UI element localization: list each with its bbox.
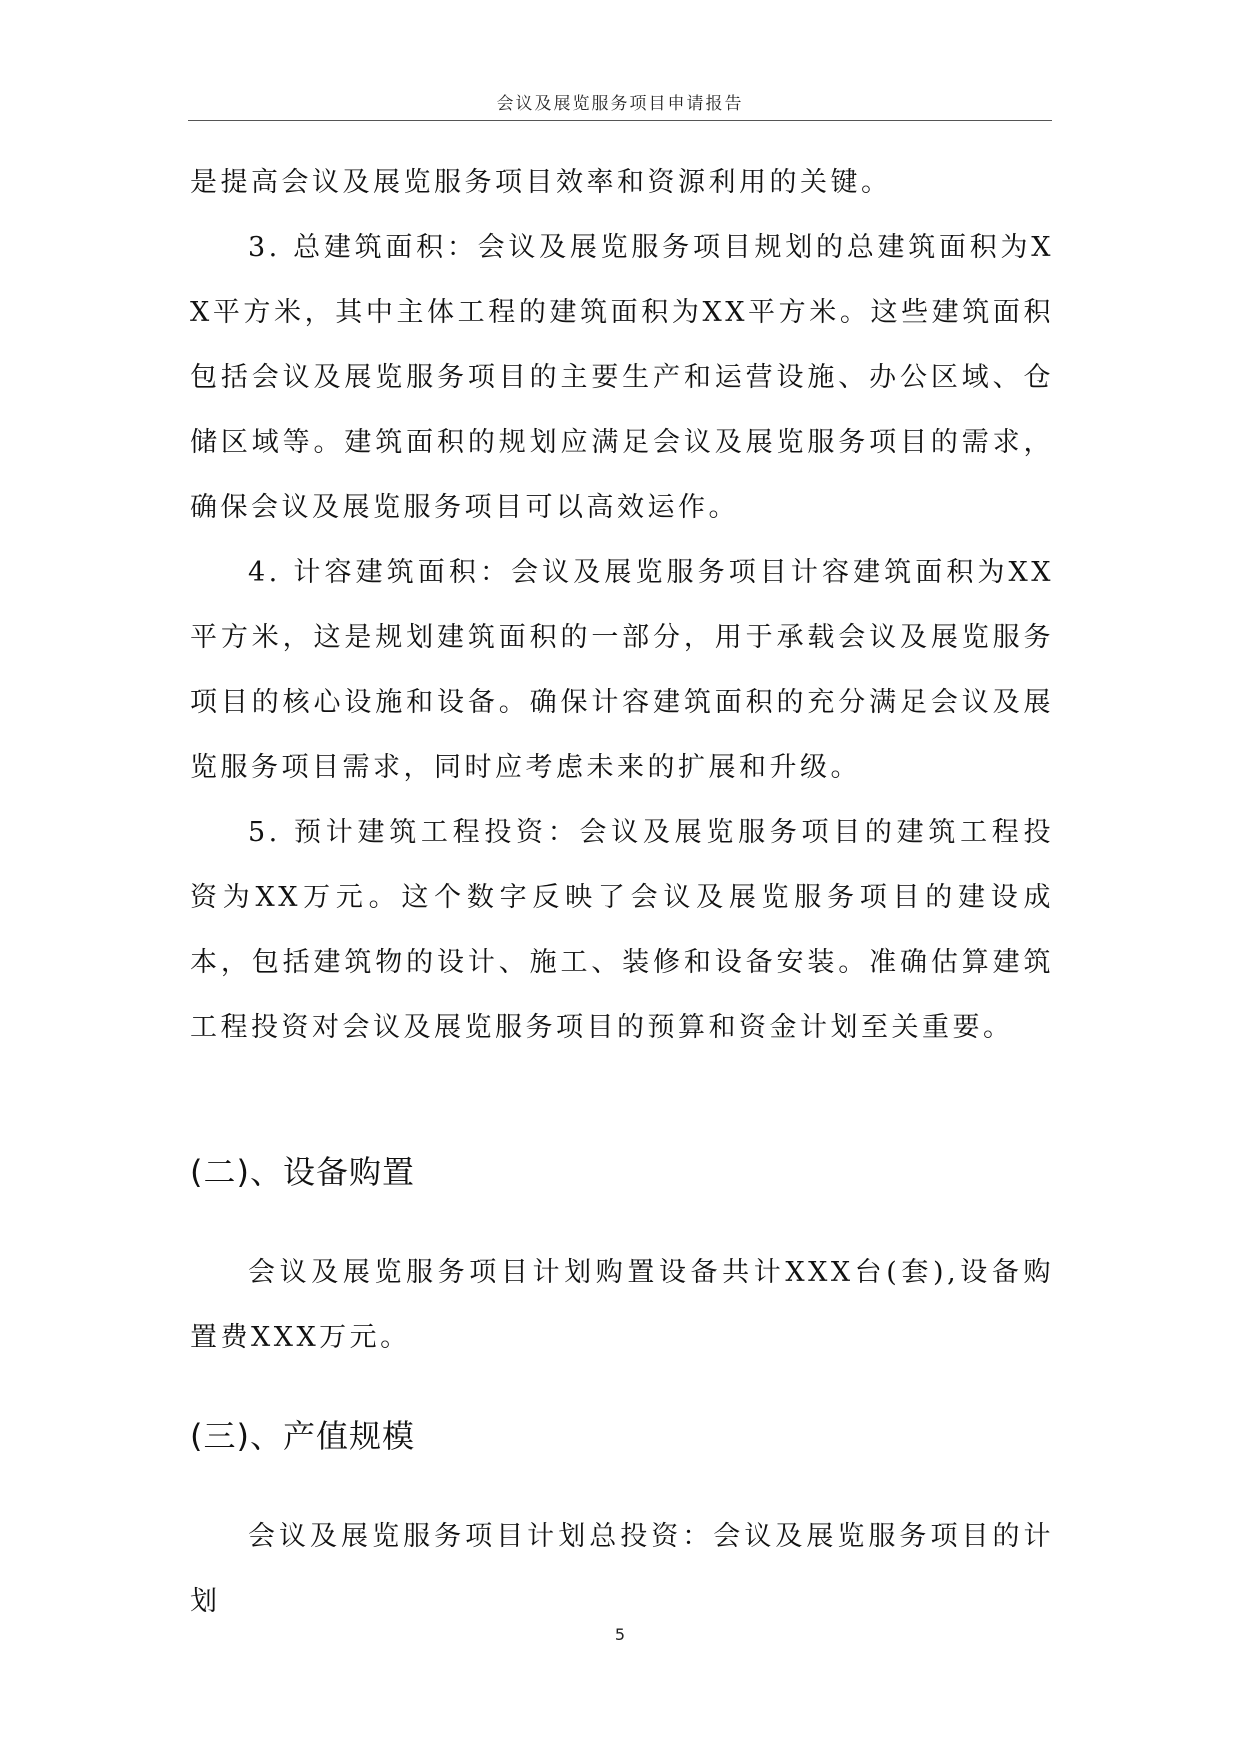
paragraph-construction-investment: 5. 预计建筑工程投资：会议及展览服务项目的建筑工程投资为XX万元。这个数字反映了会议及展览服务项目的建设成本，包括建筑物的设计、施工、装修和设备安装。准确估算建筑工程投资对会议及展览服务项目的预算和资金计划至关重要。 (190, 817, 1054, 1043)
paragraph-equipment-purchase: 会议及展览服务项目计划购置设备共计XXX台(套),设备购置费XXX万元。 (190, 1257, 1054, 1353)
paragraph-total-floor-area: 3. 总建筑面积：会议及展览服务项目规划的总建筑面积为XX平方米，其中主体工程的建筑面积为XX平方米。这些建筑面积包括会议及展览服务项目的主要生产和运营设施、办公区域、仓储区域等。建筑面积的规划应满足会议及展览服务项目的需求，确保会议及展览服务项目可以高效运作。 (190, 232, 1054, 523)
section-heading-equipment: (二)、设备购置 (190, 1153, 415, 1191)
page-header: 会议及展览服务项目申请报告 (496, 94, 744, 114)
page-number: 5 (614, 1625, 626, 1644)
paragraph-total-investment: 会议及展览服务项目计划总投资：会议及展览服务项目的计划 (190, 1521, 1054, 1617)
paragraph-continuation: 是提高会议及展览服务项目效率和资源利用的关键。 (190, 167, 892, 198)
header-divider (188, 120, 1052, 121)
document-body (190, 150, 1054, 1634)
paragraph-plot-ratio-area: 4. 计容建筑面积：会议及展览服务项目计容建筑面积为XX平方米，这是规划建筑面积的一部分，用于承载会议及展览服务项目的核心设施和设备。确保计容建筑面积的充分满足会议及展览服务项目需求，同时应考虑未来的扩展和升级。 (190, 557, 1054, 783)
section-heading-output-scale: (三)、产值规模 (190, 1417, 415, 1455)
